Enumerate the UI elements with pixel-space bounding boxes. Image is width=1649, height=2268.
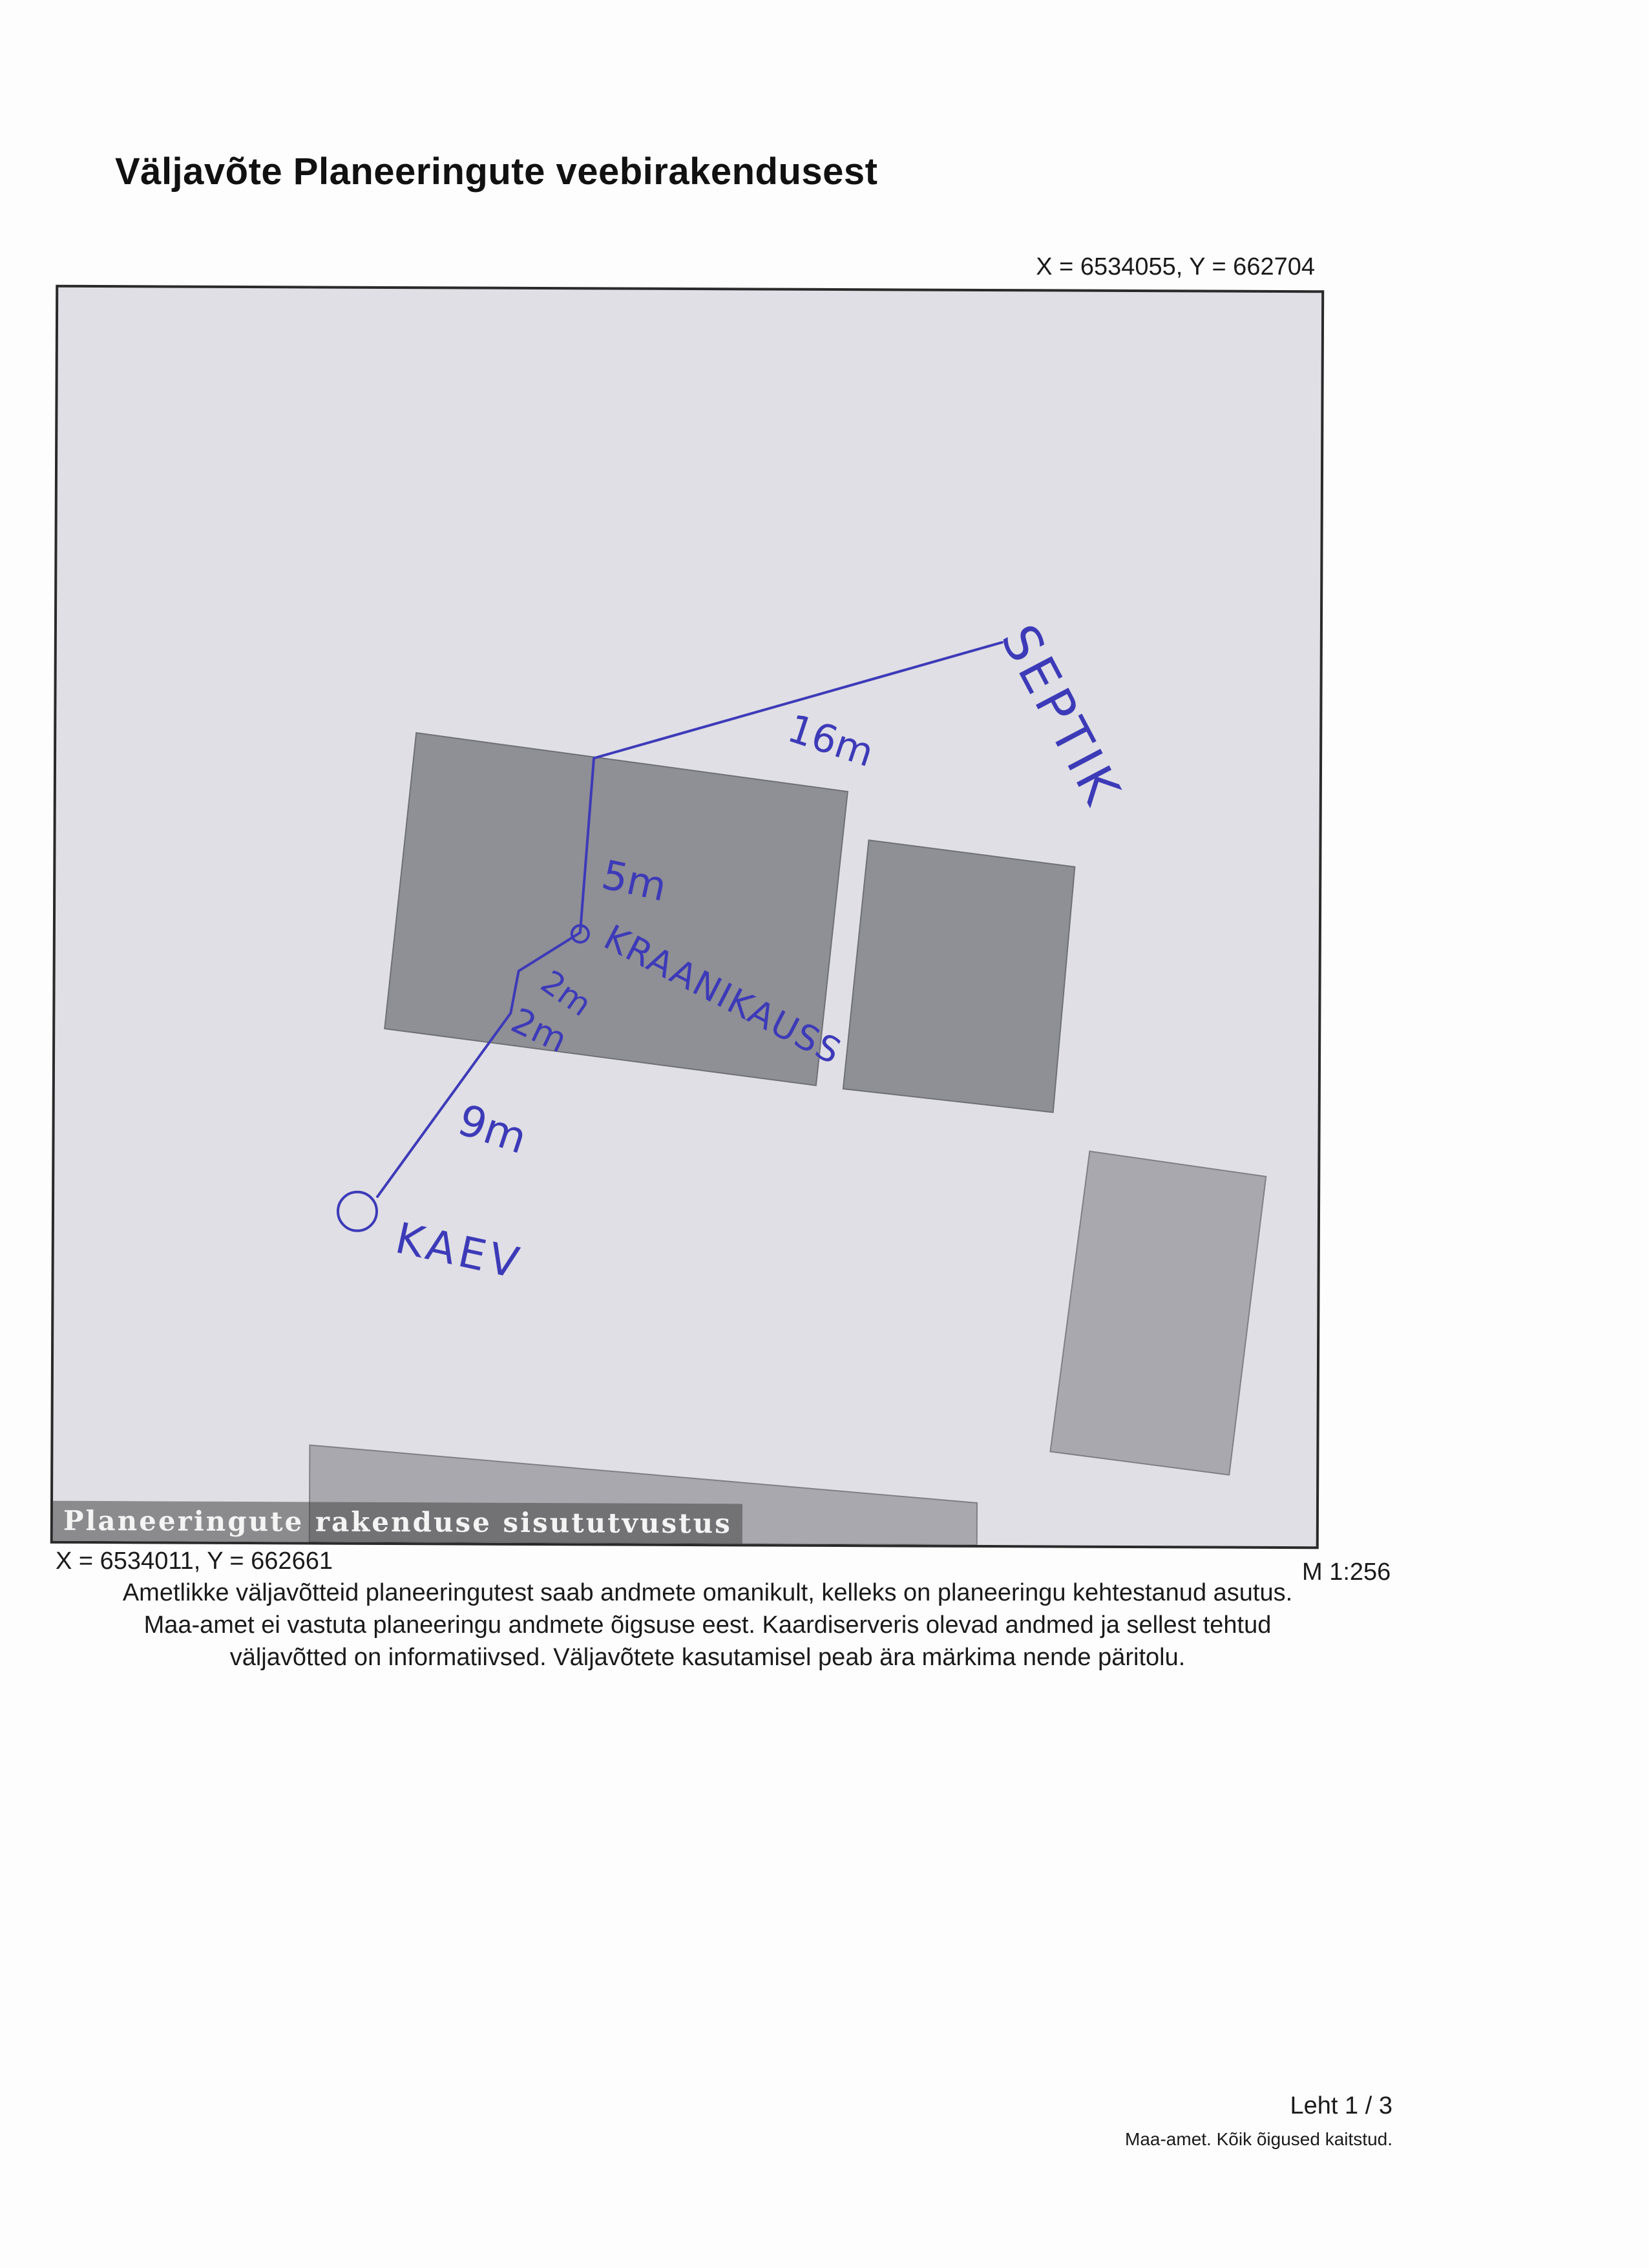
well-marker xyxy=(338,1192,377,1231)
page-number: Leht 1 / 3 xyxy=(1290,2092,1392,2119)
map-frame xyxy=(50,285,1324,1549)
copyright-notice: Maa-amet. Kõik õigused kaitstud. xyxy=(1125,2129,1392,2149)
building-annex xyxy=(843,840,1075,1113)
coordinate-bottom-left: X = 6534011, Y = 662661 xyxy=(56,1548,333,1575)
label-distance-2m-a: 2m xyxy=(534,963,598,1024)
map-banner: Planeeringute rakenduse sisututvustus xyxy=(53,1501,742,1544)
map-canvas xyxy=(53,288,1321,1547)
map-scale: M 1:256 xyxy=(1302,1559,1391,1586)
label-septik: SEPTIK xyxy=(989,616,1133,817)
label-kraanikauss: KRAANIKAUSS xyxy=(597,916,848,1073)
label-distance-2m-b: 2m xyxy=(505,1000,574,1061)
coordinate-top-right: X = 6534055, Y = 662704 xyxy=(1036,253,1315,280)
label-kaev: KAEV xyxy=(391,1213,527,1289)
page-title: Väljavõte Planeeringute veebirakendusest xyxy=(115,151,878,193)
label-distance-5m: 5m xyxy=(598,850,671,911)
disclaimer-text: Ametlikke väljavõtteid planeeringutest saab andmete omanikult, kelleks on planeeringu kehtestanud asutus. Maa-amet ei vastuta planeeringu andmete õigsuse eest. Kaardiserveris olevad andmed ja sellest tehtud väljavõtted on informatiivsed. Väljavõtete kasutamisel peab ära märkima nende päritolu. xyxy=(122,1579,1293,1671)
label-distance-16m: 16m xyxy=(782,706,879,777)
building-shed xyxy=(1050,1151,1266,1475)
label-distance-9m: 9m xyxy=(452,1095,533,1164)
